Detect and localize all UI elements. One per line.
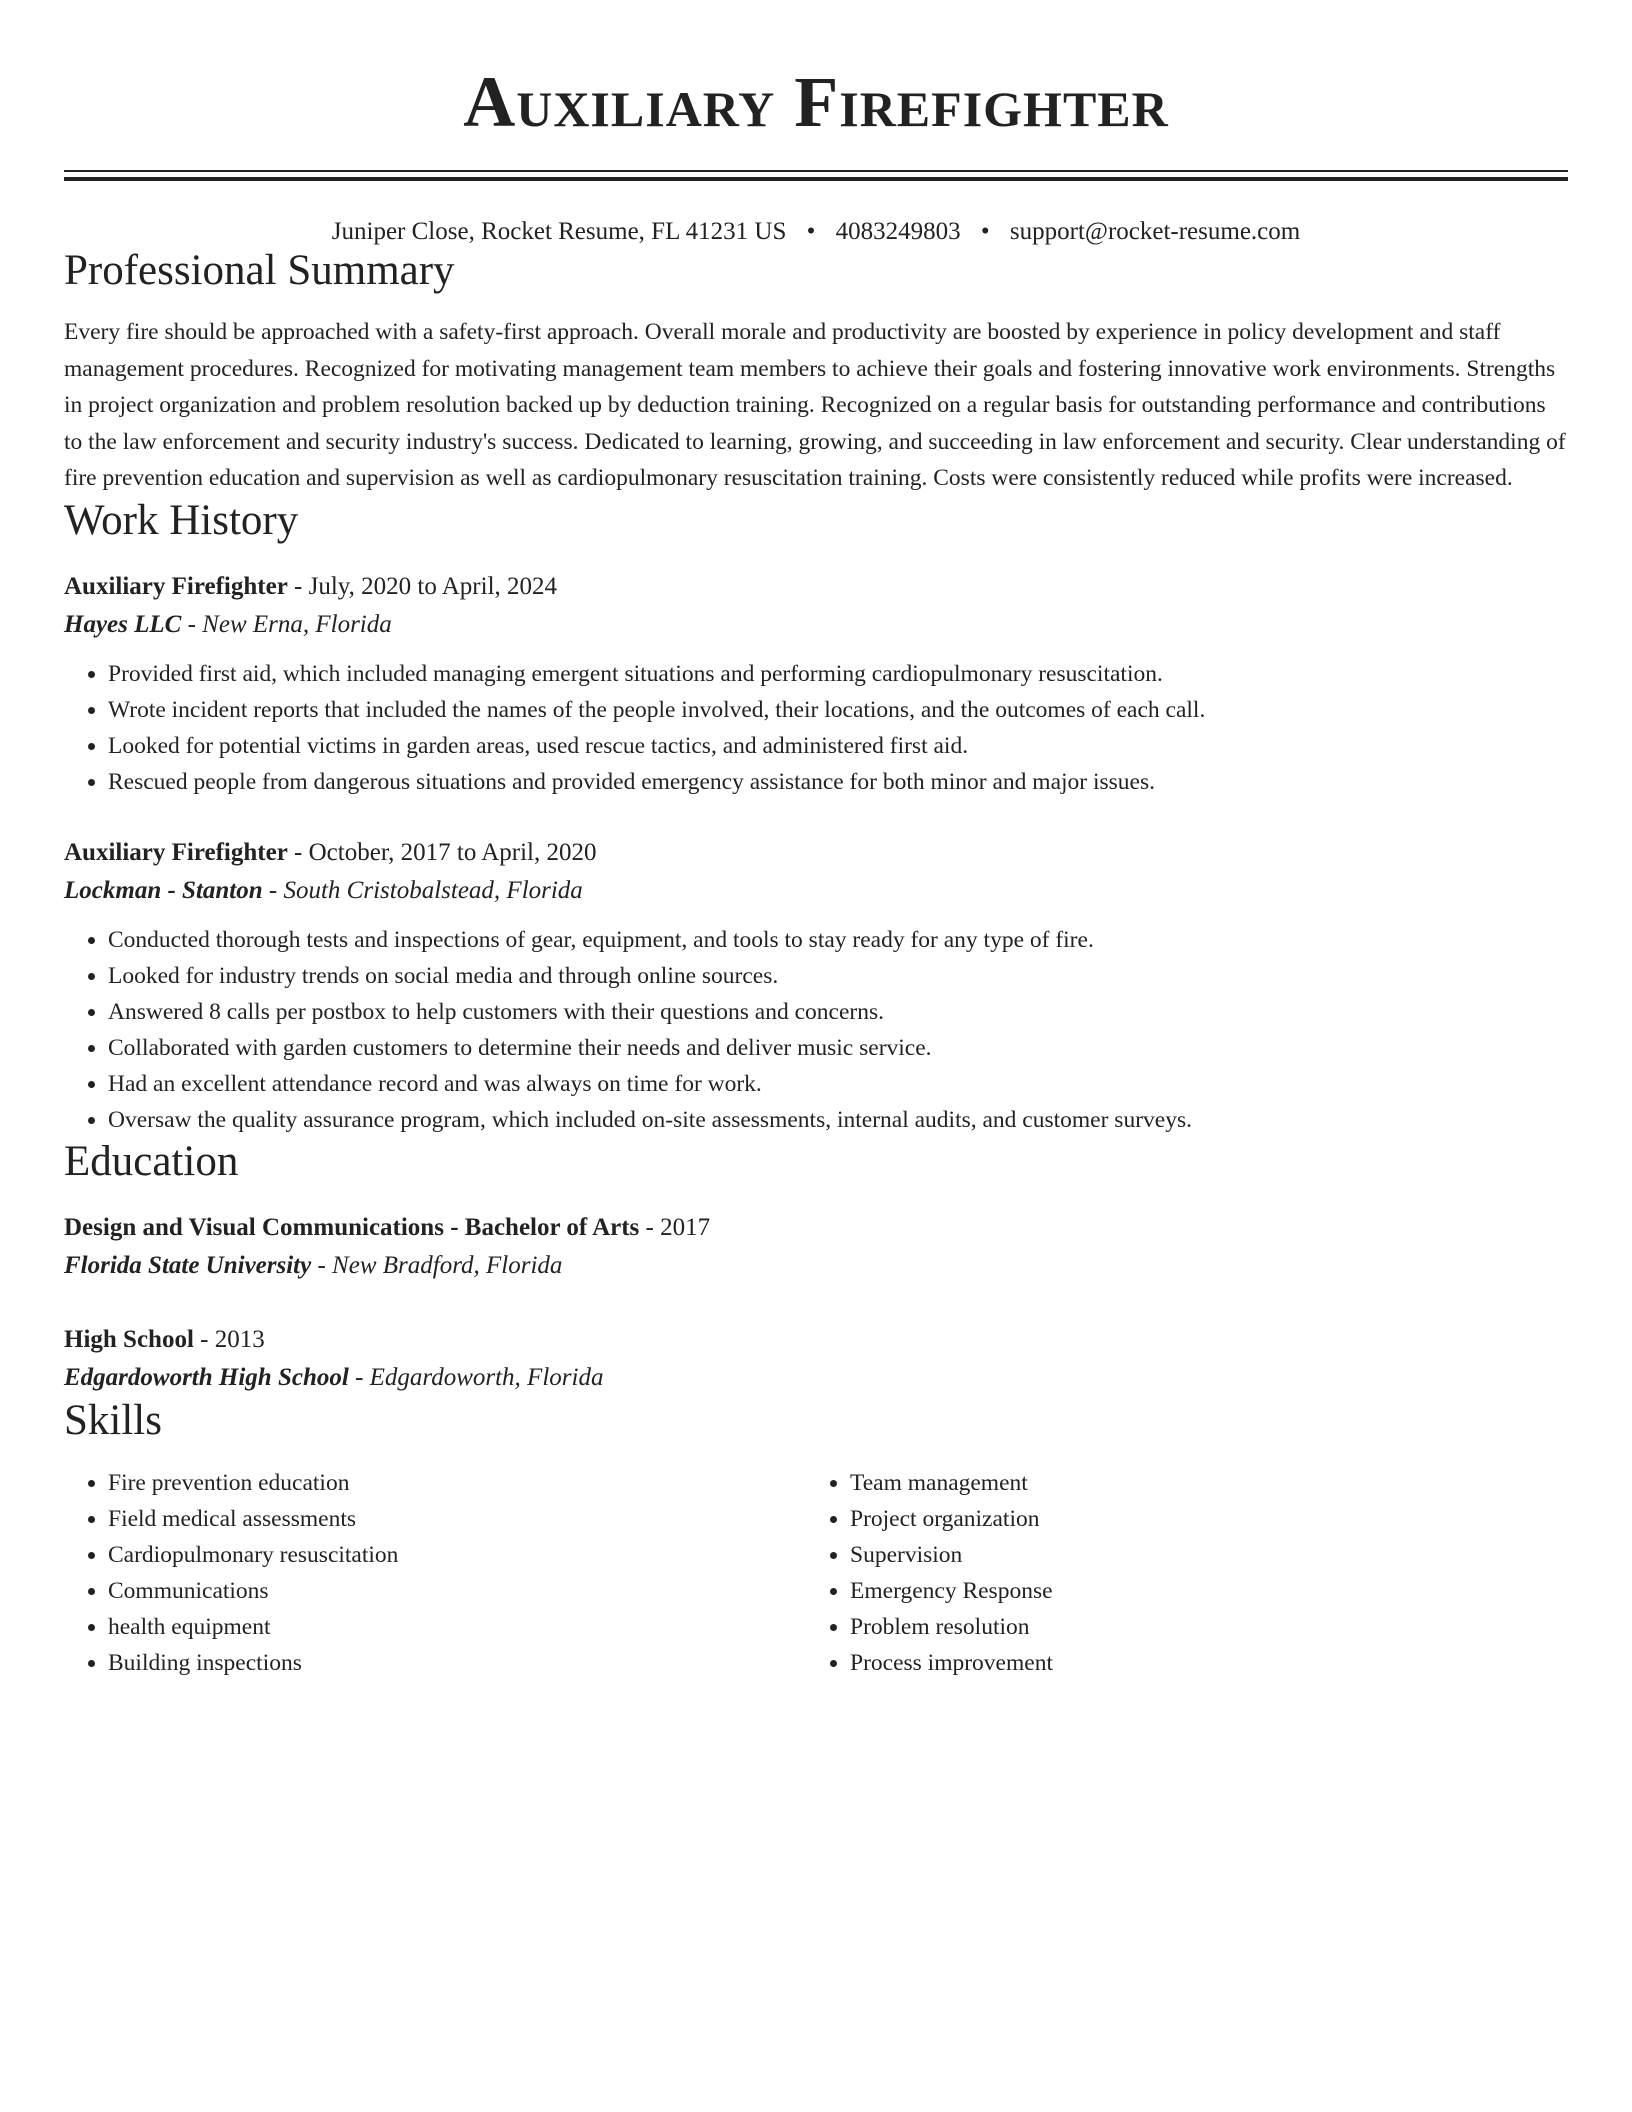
skill-item: • Supervision [850,1537,1548,1573]
job-bullet: • Wrote incident reports that included the names of the people involved, their locations, and the outcomes of each call. [108,692,1568,728]
skill-item: • health equipment [108,1609,806,1645]
job-company: Hayes LLC [64,611,182,639]
contact-separator: • [980,218,990,245]
skill-item: • Team management [850,1465,1548,1501]
skill-item: • Building inspections [108,1645,806,1681]
job-bullet: • Had an excellent attendance record and was always on time for work. [108,1066,1568,1102]
education-school-line [64,1359,1568,1397]
skill-item: • Emergency Response [850,1573,1548,1609]
section-heading-work-history: Work History [64,496,299,544]
education-school-line [64,1247,1568,1285]
education-degree: High School [64,1326,194,1354]
education-degree: Design and Visual Communications - Bachelor of Arts [64,1214,640,1242]
education-entry [64,1209,1568,1285]
job-dates: - July, 2020 to April, 2024 [287,573,558,601]
skills-list-right [806,1465,1548,1681]
skill-item: • Process improvement [850,1645,1548,1681]
summary-text: Every fire should be approached with a safety-first approach. Overall morale and productivity are boosted by experience in policy development and staff management procedures. Recognized for motivating management team members to achieve their goals and fostering innovative work environments. Strengths in project organization and problem resolution backed up by deduction training. Recognized on a regular basis for outstanding performance and contributions to the law enforcement and security industry's success. Dedicated to learning, growing, and succeeding in law enforcement and security. Clear understanding of fire prevention education and supervision as well as cardiopulmonary resuscitation training. Costs were consistently reduced while profits were increased. [64,319,1566,492]
job-entry [64,568,1568,800]
skill-item: • Cardiopulmonary resuscitation [108,1537,806,1573]
job-title-line [64,834,1568,872]
job-title-line [64,568,1568,606]
education-entry [64,1321,1568,1397]
contact-address: Juniper Close, Rocket Resume, FL 41231 US [331,218,787,245]
resume-name: Auxiliary Firefighter [463,62,1169,142]
job-bullets [64,922,1568,1138]
job-bullet: • Looked for potential victims in garden areas, used rescue tactics, and administered first aid. [108,728,1568,764]
education-degree-line [64,1209,1568,1247]
contact-separator: • [806,218,816,245]
skill-item: • Field medical assessments [108,1501,806,1537]
section-heading-skills: Skills [64,1397,162,1445]
contact-phone: 4083249803 [835,218,961,245]
job-location: - South Cristobalstead, Florida [262,877,583,905]
education-school: Florida State University [64,1252,312,1280]
skill-item: • Project organization [850,1501,1548,1537]
education-year: - 2017 [639,1214,711,1242]
job-bullet: • Answered 8 calls per postbox to help customers with their questions and concerns. [108,994,1568,1030]
job-bullets [64,656,1568,800]
header-double-rule [64,170,1568,181]
section-heading-summary: Professional Summary [64,247,455,294]
job-dates: - October, 2017 to April, 2020 [287,839,597,867]
education-school: Edgardoworth High School [64,1364,349,1392]
job-bullet: • Rescued people from dangerous situations and provided emergency assistance for both minor and major issues. [108,764,1568,800]
education-location: - Edgardoworth, Florida [348,1364,604,1392]
skills-columns [64,1465,1568,1681]
education-location: - New Bradford, Florida [311,1252,563,1280]
job-company: Lockman - Stanton [64,877,263,905]
contact-line [64,217,1568,247]
section-heading-education: Education [64,1138,239,1186]
job-bullet: • Conducted thorough tests and inspections of gear, equipment, and tools to stay ready for any type of fire. [108,922,1568,958]
job-title: Auxiliary Firefighter [64,573,288,601]
job-company-line [64,872,1568,910]
education-year: - 2013 [193,1326,265,1354]
skills-list-left [64,1465,806,1681]
education-degree-line [64,1321,1568,1359]
job-bullet: • Oversaw the quality assurance program, which included on-site assessments, internal audits, and customer surveys. [108,1102,1568,1138]
job-company-line [64,606,1568,644]
job-entry [64,834,1568,1138]
skill-item: • Communications [108,1573,806,1609]
job-bullet: • Looked for industry trends on social media and through online sources. [108,958,1568,994]
job-bullet: • Provided first aid, which included managing emergent situations and performing cardiopulmonary resuscitation. [108,656,1568,692]
skill-item: • Problem resolution [850,1609,1548,1645]
skill-item: • Fire prevention education [108,1465,806,1501]
job-location: - New Erna, Florida [181,611,392,639]
job-bullet: • Collaborated with garden customers to determine their needs and deliver music service. [108,1030,1568,1066]
contact-email: support@rocket-resume.com [1009,218,1301,245]
job-title: Auxiliary Firefighter [64,839,288,867]
